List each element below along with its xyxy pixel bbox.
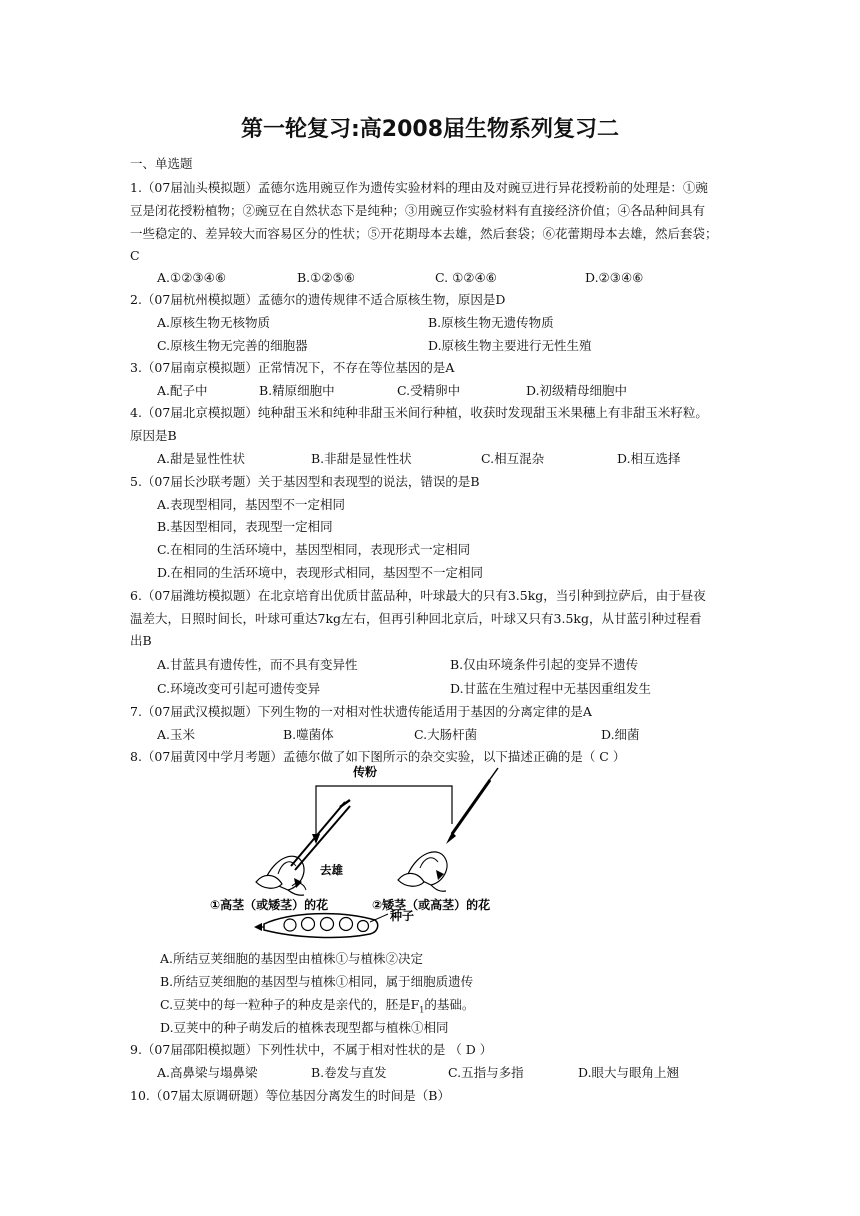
- question-1-line-3: 一些稳定的、差异较大而容易区分的性状；⑤开花期母本去雄，然后套袋；⑥花蕾期母本去雄，然后套袋；: [130, 226, 718, 241]
- figure-label-plant-1: ①高茎（或矮茎）的花: [210, 898, 329, 912]
- plant-1-flower: [256, 856, 306, 895]
- brush-icon: [446, 768, 498, 844]
- question-6-option-c: C.环境改变可引起可遗传变异: [157, 681, 321, 696]
- question-8-option-d: D.豆荚中的种子萌发后的植株表现型都与植株①相同: [160, 1020, 449, 1035]
- question-7-option-c: C.大肠杆菌: [414, 727, 478, 742]
- question-6-line-1: 6.（07届潍坊模拟题）在北京培育出优质甘蓝品种，叶球最大的只有3.5kg，当引种到拉萨后，由于昼夜: [130, 588, 706, 603]
- question-5-option-a: A.表现型相同，基因型不一定相同: [157, 497, 346, 512]
- question-4-option-a: A.甜是显性性状: [157, 451, 246, 466]
- question-6-line-3: 出B: [130, 633, 152, 648]
- question-3-option-c: C.受精卵中: [397, 383, 461, 398]
- question-7-option-b: B.噬菌体: [283, 727, 334, 742]
- question-1-line-2: 豆是闭花授粉植物；②豌豆在自然状态下是纯种；③用豌豆作实验材料有直接经济价值；④各品种间具有: [130, 203, 706, 218]
- question-1-line-1: 1.（07届汕头模拟题）孟德尔选用豌豆作为遗传实验材料的理由及对豌豆进行异花授粉前的处理是：①豌: [130, 180, 708, 195]
- cross-pollination-figure: [190, 762, 510, 947]
- figure-label-pollination: 传粉: [352, 765, 378, 779]
- section-heading: 一、单选题: [130, 156, 193, 171]
- question-3-option-d: D.初级精母细胞中: [526, 383, 628, 398]
- question-3-line-1: 3.（07届南京模拟题）正常情况下，不存在等位基因的是A: [130, 360, 455, 375]
- question-1-option-a: A.①②③④⑥: [157, 270, 227, 285]
- question-7-option-a: A.玉米: [157, 727, 196, 742]
- question-8-option-a: A.所结豆荚细胞的基因型由植株①与植株②决定: [160, 951, 424, 966]
- question-2-option-c: C.原核生物无完善的细胞器: [157, 338, 308, 353]
- question-2-option-a: A.原核生物无核物质: [157, 315, 271, 330]
- question-1-option-b: B.①②⑤⑥: [297, 270, 355, 285]
- question-9-option-a: A.高鼻梁与塌鼻梁: [157, 1065, 258, 1080]
- question-2-line-1: 2.（07届杭州模拟题）孟德尔的遗传规律不适合原核生物，原因是D: [130, 292, 506, 307]
- question-10-line-1: 10.（07届太原调研题）等位基因分离发生的时间是（B）: [130, 1088, 450, 1103]
- question-1-line-4: C: [130, 248, 140, 263]
- question-4-line-1: 4.（07届北京模拟题）纯种甜玉米和纯种非甜玉米间行种植，收获时发现甜玉米果穗上有非甜玉米籽粒。: [130, 405, 708, 420]
- question-6-option-b: B.仅由环境条件引起的变异不遗传: [450, 657, 639, 672]
- question-3-option-b: B.精原细胞中: [259, 383, 335, 398]
- question-6-option-d: D.甘蓝在生殖过程中无基因重组发生: [450, 681, 652, 696]
- pea-pod: [264, 914, 378, 938]
- plant-2-flower: [398, 852, 447, 891]
- question-9-option-c: C.五指与多指: [448, 1065, 524, 1080]
- question-4-option-d: D.相互选择: [617, 451, 681, 466]
- question-5-option-d: D.在相同的生活环境中，表现形式相同，基因型不一定相同: [157, 565, 484, 580]
- question-5-line-1: 5.（07届长沙联考题）关于基因型和表现型的说法，错误的是B: [130, 474, 480, 489]
- question-4-option-b: B.非甜是显性性状: [311, 451, 412, 466]
- question-6-line-2: 温差大，日照时间长，叶球可重达7kg左右，但再引种回北京后，叶球又只有3.5kg，从甘蓝引种过程看: [130, 611, 702, 626]
- question-2-option-d: D.原核生物主要进行无性生殖: [428, 338, 592, 353]
- question-1-option-c: C. ①②④⑥: [435, 270, 497, 285]
- question-9-option-b: B.卷发与直发: [311, 1065, 387, 1080]
- question-5-option-c: C.在相同的生活环境中，基因型相同，表现形式一定相同: [157, 542, 471, 557]
- question-9-option-d: D.眼大与眼角上翘: [578, 1065, 680, 1080]
- question-1-option-d: D.②③④⑥: [585, 270, 644, 285]
- question-4-line-2: 原因是B: [130, 428, 177, 443]
- question-4-option-c: C.相互混杂: [481, 451, 545, 466]
- question-9-line-1: 9.（07届邵阳模拟题）下列性状中，不属于相对性状的是 （ D ）: [130, 1042, 493, 1057]
- question-8-option-b: B.所结豆荚细胞的基因型与植株①相同，属于细胞质遗传: [160, 974, 474, 989]
- figure-label-emasculation: 去雄: [320, 863, 343, 877]
- figure-label-seed: 种子: [390, 909, 415, 923]
- question-6-option-a: A.甘蓝具有遗传性，而不具有变异性: [157, 657, 358, 672]
- question-7-line-1: 7.（07届武汉模拟题）下列生物的一对相对性状遗传能适用于基因的分离定律的是A: [130, 704, 592, 719]
- question-8-line-1: 8.（07届黄冈中学月考题）孟德尔做了如下图所示的杂交实验，以下描述正确的是（ C ）: [130, 749, 626, 764]
- question-2-option-b: B.原核生物无遗传物质: [428, 315, 554, 330]
- question-8-option-c: C.豆荚中的每一粒种子的种皮是亲代的，胚是$F_1$的基础。: [160, 997, 475, 1015]
- page-title: 第一轮复习:高2008届生物系列复习二: [240, 117, 620, 142]
- question-5-option-b: B.基因型相同，表现型一定相同: [157, 519, 333, 534]
- question-7-option-d: D.细菌: [601, 727, 640, 742]
- figure-label-plant-2: ②矮茎（或高茎）的花: [372, 898, 491, 912]
- question-3-option-a: A.配子中: [157, 383, 208, 398]
